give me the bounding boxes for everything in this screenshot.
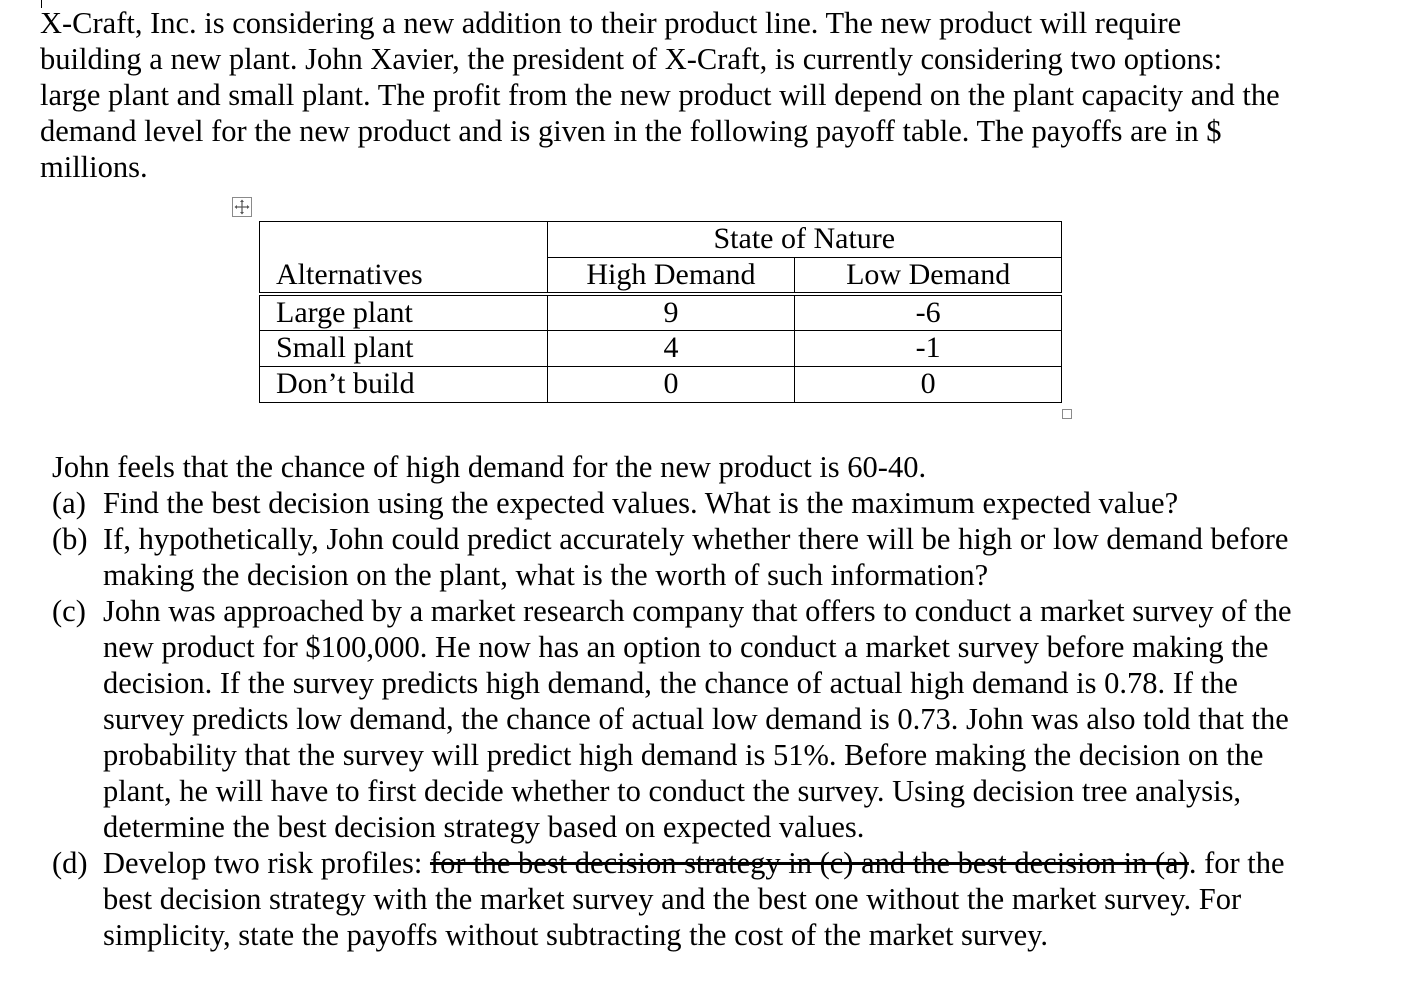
question-line: decision. If the survey predicts high demand, the chance of actual high demand is 0.78. If the — [103, 666, 1238, 700]
table-resize-handle-icon[interactable] — [1062, 409, 1072, 419]
table-row — [260, 331, 1062, 367]
table-row — [260, 294, 1062, 331]
question-line: new product for $100,000. He now has an option to conduct a market survey before making the — [103, 630, 1269, 664]
table-row — [260, 367, 1062, 403]
high-demand-header: High Demand — [547, 258, 795, 295]
payoff-table — [259, 221, 1062, 403]
question-line: best decision strategy with the market survey and the best one without the market survey. For — [103, 882, 1242, 916]
header-blank-cell — [260, 222, 548, 258]
question-d — [52, 845, 1352, 953]
problem-intro — [40, 5, 1380, 185]
intro-line: large plant and small plant. The profit from the new product will depend on the plant capacity and the — [40, 78, 1280, 112]
table-header-row — [260, 258, 1062, 295]
question-label: (c) — [52, 594, 86, 628]
low-demand-cell: -1 — [795, 331, 1062, 367]
alternative-cell: Large plant — [260, 294, 548, 331]
table-move-handle-icon[interactable] — [232, 197, 252, 217]
question-label: (a) — [52, 486, 86, 520]
table-header-row — [260, 222, 1062, 258]
low-demand-header: Low Demand — [795, 258, 1062, 295]
questions-section — [52, 449, 1352, 953]
high-demand-cell: 9 — [547, 294, 795, 331]
alternative-cell: Small plant — [260, 331, 548, 367]
question-d-prefix: Develop two risk profiles: — [103, 846, 430, 880]
question-line: Find the best decision using the expected values. What is the maximum expected value? — [103, 486, 1179, 520]
state-of-nature-header: State of Nature — [547, 222, 1061, 258]
question-line: determine the best decision strategy based on expected values. — [103, 810, 865, 844]
question-line: survey predicts low demand, the chance of actual low demand is 0.73. John was also told that the — [103, 702, 1289, 736]
intro-line: X-Craft, Inc. is considering a new addition to their product line. The new product will require — [40, 6, 1182, 40]
questions-lead: John feels that the chance of high demand for the new product is 60-40. — [52, 450, 927, 484]
alternatives-header: Alternatives — [260, 258, 548, 295]
high-demand-cell: 4 — [547, 331, 795, 367]
question-b — [52, 521, 1352, 593]
question-line: If, hypothetically, John could predict accurately whether there will be high or low demand before — [103, 522, 1289, 556]
low-demand-cell: -6 — [795, 294, 1062, 331]
high-demand-cell: 0 — [547, 367, 795, 403]
intro-line: demand level for the new product and is given in the following payoff table. The payoffs are in $ — [40, 114, 1222, 148]
question-c — [52, 593, 1352, 845]
question-line: John was approached by a market research company that offers to conduct a market survey of the — [103, 594, 1292, 628]
intro-line: millions. — [40, 150, 148, 184]
question-d-suffix: . for the — [1188, 846, 1285, 880]
question-a — [52, 485, 1352, 521]
intro-line: building a new plant. John Xavier, the president of X-Craft, is currently considering two options: — [40, 42, 1223, 76]
question-line: making the decision on the plant, what is the worth of such information? — [103, 558, 989, 592]
struck-text: for the best decision strategy in (c) and the best decision in (a) — [429, 846, 1189, 880]
question-line: probability that the survey will predict high demand is 51%. Before making the decision on the — [103, 738, 1264, 772]
question-label: (b) — [52, 522, 88, 556]
question-line — [103, 845, 1352, 881]
question-line: plant, he will have to first decide whether to conduct the survey. Using decision tree analysis, — [103, 774, 1242, 808]
low-demand-cell: 0 — [795, 367, 1062, 403]
question-line: simplicity, state the payoffs without subtracting the cost of the market survey. — [103, 918, 1049, 952]
question-label: (d) — [52, 846, 88, 880]
alternative-cell: Don’t build — [260, 367, 548, 403]
